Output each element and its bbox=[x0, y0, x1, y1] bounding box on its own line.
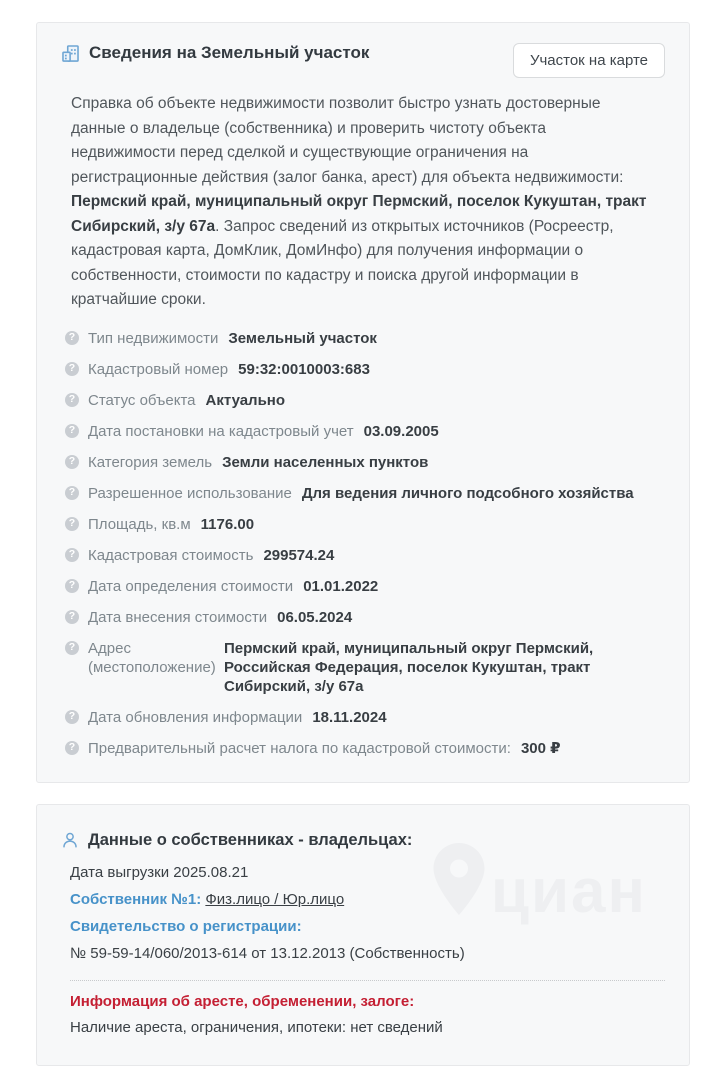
field-value: Для ведения личного подсобного хозяйства bbox=[301, 484, 634, 502]
owner-line bbox=[70, 890, 665, 910]
field-row-tax-estimate bbox=[65, 739, 665, 758]
help-icon[interactable] bbox=[65, 710, 79, 724]
intro-address-bold: Пермский край, муниципальный округ Пермский, поселок Кукуштан, тракт Сибирский, з/у 67а bbox=[71, 193, 647, 235]
field-value: 1176.00 bbox=[200, 515, 255, 533]
field-row-value-entry-date bbox=[65, 608, 665, 627]
registration-value: № 59-59-14/060/2013-614 от 13.12.2013 (Собственность) bbox=[70, 944, 465, 962]
registration-label: Свидетельство о регистрации: bbox=[70, 917, 302, 935]
plot-on-map-button[interactable]: Участок на карте bbox=[513, 43, 665, 78]
owners-data-card bbox=[36, 804, 690, 1066]
field-label: Разрешенное использование bbox=[88, 484, 292, 502]
field-label: Кадастровый номер bbox=[88, 360, 229, 378]
field-label: Предварительный расчет налога по кадастровой стоимости: bbox=[88, 739, 511, 757]
field-label: Дата обновления информации bbox=[88, 708, 303, 726]
field-label: Дата внесения стоимости bbox=[88, 608, 268, 626]
intro-text-2: . Запрос сведений из открытых источников (Росреестр, кадастровая карта, ДомКлик, ДомИнфо) для получения информации о собственности, стоимости по кадастру и поиска другой информации в кратчайшие сроки. bbox=[71, 217, 614, 308]
field-row-land-category bbox=[65, 453, 665, 472]
field-value: Актуально bbox=[205, 391, 286, 409]
field-value: 299574.24 bbox=[263, 546, 335, 564]
arrest-section-title: Информация об аресте, обременении, залоге: bbox=[70, 992, 415, 1010]
export-date-line: Дата выгрузки 2025.08.21 bbox=[70, 863, 249, 881]
help-icon[interactable] bbox=[65, 362, 79, 376]
address-rest-part: Российская Федерация, поселок Кукуштан, тракт Сибирский, з/у 67а bbox=[224, 658, 591, 695]
intro-paragraph bbox=[71, 92, 665, 313]
building-icon bbox=[61, 44, 80, 63]
intro-text-1: Справка об объекте недвижимости позволит быстро узнать достоверные данные о владельце (собственника) и проверить чистоту объекта недвижимости перед сделкой и существующие ограничения на регистрационные действия (залог банка, арест) для объекта недвижимости: bbox=[71, 95, 624, 186]
field-value: 06.05.2024 bbox=[277, 608, 353, 626]
help-icon[interactable] bbox=[65, 424, 79, 438]
owner-label: Собственник №1: bbox=[70, 890, 202, 908]
card-header-left bbox=[61, 43, 369, 63]
field-label: Статус объекта bbox=[88, 391, 196, 409]
field-value: Земельный участок bbox=[228, 329, 377, 347]
field-label: Дата определения стоимости bbox=[88, 577, 294, 595]
field-label: Категория земель bbox=[88, 453, 213, 471]
field-label: Тип недвижимости bbox=[88, 329, 219, 347]
field-value: 03.09.2005 bbox=[363, 422, 439, 440]
help-icon[interactable] bbox=[65, 641, 79, 655]
land-plot-info-card bbox=[36, 22, 690, 783]
field-label: Дата постановки на кадастровый учет bbox=[88, 422, 354, 440]
field-label: Кадастровая стоимость bbox=[88, 546, 254, 564]
field-value: 01.01.2022 bbox=[303, 577, 379, 595]
field-row-cadastral-number bbox=[65, 360, 665, 379]
owner-type-link[interactable]: Физ.лицо / Юр.лицо bbox=[205, 890, 345, 908]
field-value: 300 ₽ bbox=[520, 739, 561, 757]
arrest-value: Наличие ареста, ограничения, ипотеки: нет сведений bbox=[70, 1018, 443, 1036]
field-value: 18.11.2024 bbox=[312, 708, 387, 726]
help-icon[interactable] bbox=[65, 579, 79, 593]
address-bold-part: Пермский край, муниципальный округ Пермский, bbox=[224, 639, 594, 657]
page-title: Сведения на Земельный участок bbox=[89, 43, 370, 62]
field-row-cadastral-value bbox=[65, 546, 665, 565]
card-header bbox=[61, 43, 665, 78]
field-value: Земли населенных пунктов bbox=[222, 453, 429, 471]
field-row-registration-date bbox=[65, 422, 665, 441]
field-row-area bbox=[65, 515, 665, 534]
help-icon[interactable] bbox=[65, 393, 79, 407]
field-row-address bbox=[65, 639, 665, 696]
help-icon[interactable] bbox=[65, 741, 79, 755]
field-value: 59:32:0010003:683 bbox=[238, 360, 370, 378]
field-row-permitted-use bbox=[65, 484, 665, 503]
help-icon[interactable] bbox=[65, 610, 79, 624]
field-value bbox=[224, 639, 665, 696]
field-row-value-determination-date bbox=[65, 577, 665, 596]
field-label: Адрес (местоположение) bbox=[88, 639, 216, 676]
owners-title: Данные о собственниках - владельцах: bbox=[88, 830, 413, 849]
owners-header bbox=[61, 831, 665, 850]
field-row-property-type bbox=[65, 329, 665, 348]
field-row-info-update-date bbox=[65, 708, 665, 727]
person-icon bbox=[61, 831, 79, 849]
field-label: Площадь, кв.м bbox=[88, 515, 191, 533]
help-icon[interactable] bbox=[65, 331, 79, 345]
help-icon[interactable] bbox=[65, 548, 79, 562]
help-icon[interactable] bbox=[65, 455, 79, 469]
field-row-object-status bbox=[65, 391, 665, 410]
dotted-divider bbox=[70, 980, 665, 981]
help-icon[interactable] bbox=[65, 517, 79, 531]
help-icon[interactable] bbox=[65, 486, 79, 500]
